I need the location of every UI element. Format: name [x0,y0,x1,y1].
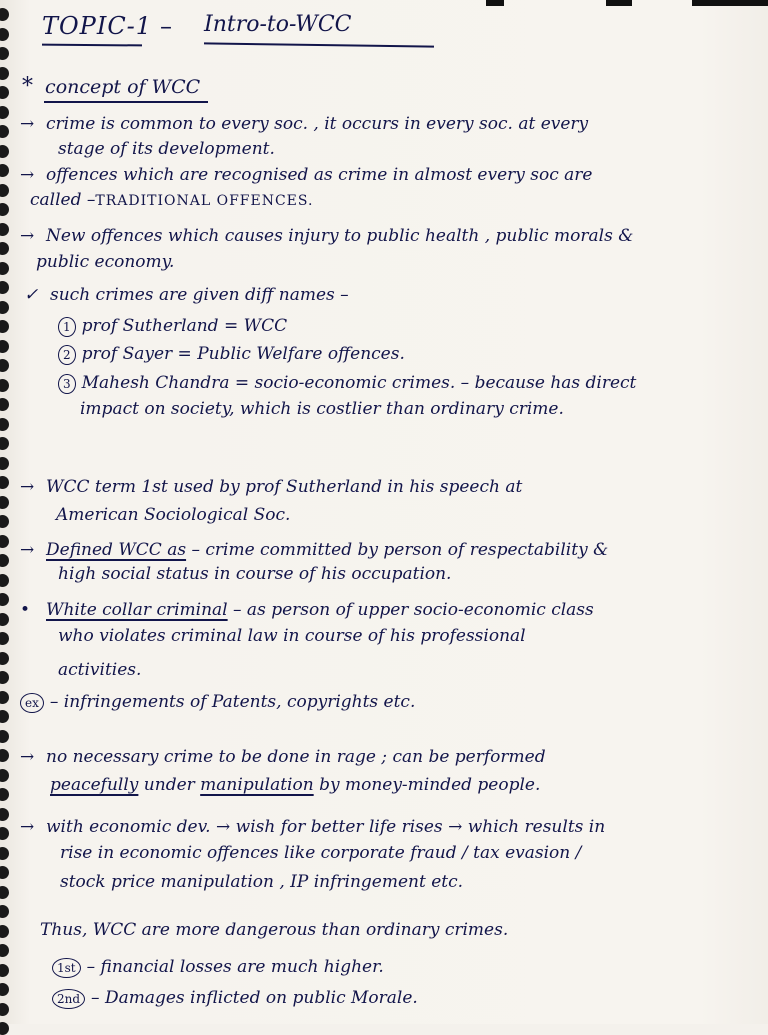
note-line [58,562,748,586]
binding-hole [0,203,9,216]
binding-hole [0,67,9,80]
binding-hole [0,515,9,528]
page-title [42,12,462,52]
bullet-marker: • [20,600,31,620]
note-line [58,137,748,161]
note-text: WCC term 1st used by prof Sutherland in his speech at [46,477,523,497]
circled-label: 2nd [52,989,85,1009]
binding-hole [0,554,9,567]
underlined-term: Defined WCC as [46,540,187,560]
note-text: by money-minded people. [313,775,541,795]
binding-hole [0,769,9,782]
binding-hole [0,262,9,275]
note-line [80,397,748,421]
note-text: American Sociological Soc. [56,505,291,525]
note-line [52,986,748,1010]
note-text: – crime committed by person of respectability & [186,540,609,560]
note-text: rise in economic offences like corporate fraud / tax evasion / [60,843,582,863]
note-text: prof Sayer = Public Welfare offences. [81,344,405,364]
binding-hole [0,437,9,450]
note-line [60,870,748,894]
circled-label: 3 [58,374,76,394]
binding-hole [0,808,9,821]
note-line [60,841,748,865]
note-text: crime is common to every soc. , it occurs in every soc. at every [46,114,589,134]
binding-hole [0,242,9,255]
binding-hole [0,125,9,138]
underlined-term: White collar criminal [46,600,228,620]
underlined-term: manipulation [200,775,314,795]
heading-underline [44,101,208,103]
note-text: no necessary crime to be done in rage ; can be performed [46,747,546,767]
binding-hole [0,886,9,899]
binding-hole [0,340,9,353]
note-text: such crimes are given diff names – [50,285,349,305]
section-heading [22,74,200,99]
binding-hole [0,457,9,470]
binding-hole [0,827,9,840]
binding-hole [0,8,9,21]
spiral-binding [0,0,22,1024]
note-text: – infringements of Patents, copyrights etc. [49,692,416,712]
binding-hole [0,476,9,489]
note-line [20,598,748,622]
note-text: public economy. [36,252,175,272]
page-edge-mark [486,0,504,6]
note-line [40,918,748,942]
note-text: with economic dev. → wish for better life rises → which results in [46,817,606,837]
note-text: activities. [58,660,142,680]
note-line [20,163,748,187]
title-subject: Intro-to-WCC [204,12,352,37]
bullet-marker: → [20,817,35,837]
note-text: offences which are recognised as crime in almost every soc are [46,165,593,185]
note-line [20,475,748,499]
binding-hole [0,28,9,41]
note-text: under [138,775,201,795]
note-line [58,314,748,338]
binding-hole [0,86,9,99]
circled-label: ex [20,693,44,713]
page-edge-mark [606,0,632,6]
note-line [20,112,748,136]
binding-hole [0,164,9,177]
note-text: – financial losses are much higher. [86,957,384,977]
bullet-marker: → [20,165,35,185]
binding-hole [0,359,9,372]
circled-label: 1st [52,958,81,978]
note-text: New offences which causes injury to public health , public morals & [46,226,634,246]
star-icon: * [22,74,33,99]
title-dash: – [160,12,172,40]
binding-hole [0,944,9,957]
note-text: who violates criminal law in course of his professional [58,626,526,646]
note-line [56,503,748,527]
binding-hole [0,47,9,60]
note-line [20,815,748,839]
title-underline [42,44,142,47]
binding-hole [0,1003,9,1016]
binding-hole [0,730,9,743]
note-text: Mahesh Chandra = socio-economic crimes. – because has direct [81,373,637,393]
binding-hole [0,398,9,411]
binding-hole [0,418,9,431]
note-line [58,342,748,366]
note-line [58,658,748,682]
binding-hole [0,847,9,860]
binding-hole [0,866,9,879]
binding-hole [0,281,9,294]
note-line [50,773,748,797]
circled-label: 2 [58,345,76,365]
binding-hole [0,496,9,509]
binding-hole [0,749,9,762]
binding-hole [0,671,9,684]
underlined-term: peacefully [50,775,139,795]
binding-hole [0,320,9,333]
note-line [58,371,748,395]
note-text: Thus, WCC are more dangerous than ordinary crimes. [40,920,509,940]
note-text: high social status in course of his occupation. [58,564,452,584]
binding-hole [0,632,9,645]
note-text: – Damages inflicted on public Morale. [91,988,418,1008]
binding-hole [0,106,9,119]
note-text: impact on society, which is costlier than ordinary crime. [80,399,564,419]
binding-hole [0,379,9,392]
binding-hole [0,574,9,587]
title-underline [204,42,434,47]
note-text: prof Sutherland = WCC [81,316,288,336]
note-line [20,745,748,769]
binding-hole [0,652,9,665]
bullet-marker: → [20,226,35,246]
binding-hole [0,905,9,918]
bullet-marker: → [20,114,35,134]
title-topic: TOPIC-1 [42,12,153,40]
binding-hole [0,964,9,977]
note-text: – as person of upper socio-economic class [227,600,594,620]
bullet-marker: ✓ [24,285,39,305]
note-text: stage of its development. [58,139,275,159]
note-line [30,188,748,213]
binding-hole [0,613,9,626]
binding-hole [0,983,9,996]
binding-hole [0,145,9,158]
circled-label: 1 [58,317,76,337]
binding-hole [0,925,9,938]
note-line [20,224,748,248]
caps-term: TRADITIONAL OFFENCES. [95,193,314,209]
section-heading-text: concept of WCC [45,76,201,98]
note-line [36,250,748,274]
note-line [20,690,748,714]
page-edge-mark [692,0,768,6]
bullet-marker: → [20,477,35,497]
binding-hole [0,788,9,801]
binding-hole [0,691,9,704]
note-line [58,624,748,648]
bullet-marker: → [20,540,35,560]
binding-hole [0,184,9,197]
binding-hole [0,710,9,723]
binding-hole [0,223,9,236]
note-text: called – [30,190,96,210]
note-line [52,955,748,979]
note-line [20,538,748,562]
bullet-marker: → [20,747,35,767]
note-text: stock price manipulation , IP infringement etc. [60,872,464,892]
binding-hole [0,535,9,548]
binding-hole [0,301,9,314]
binding-hole [0,593,9,606]
note-line [24,283,748,307]
